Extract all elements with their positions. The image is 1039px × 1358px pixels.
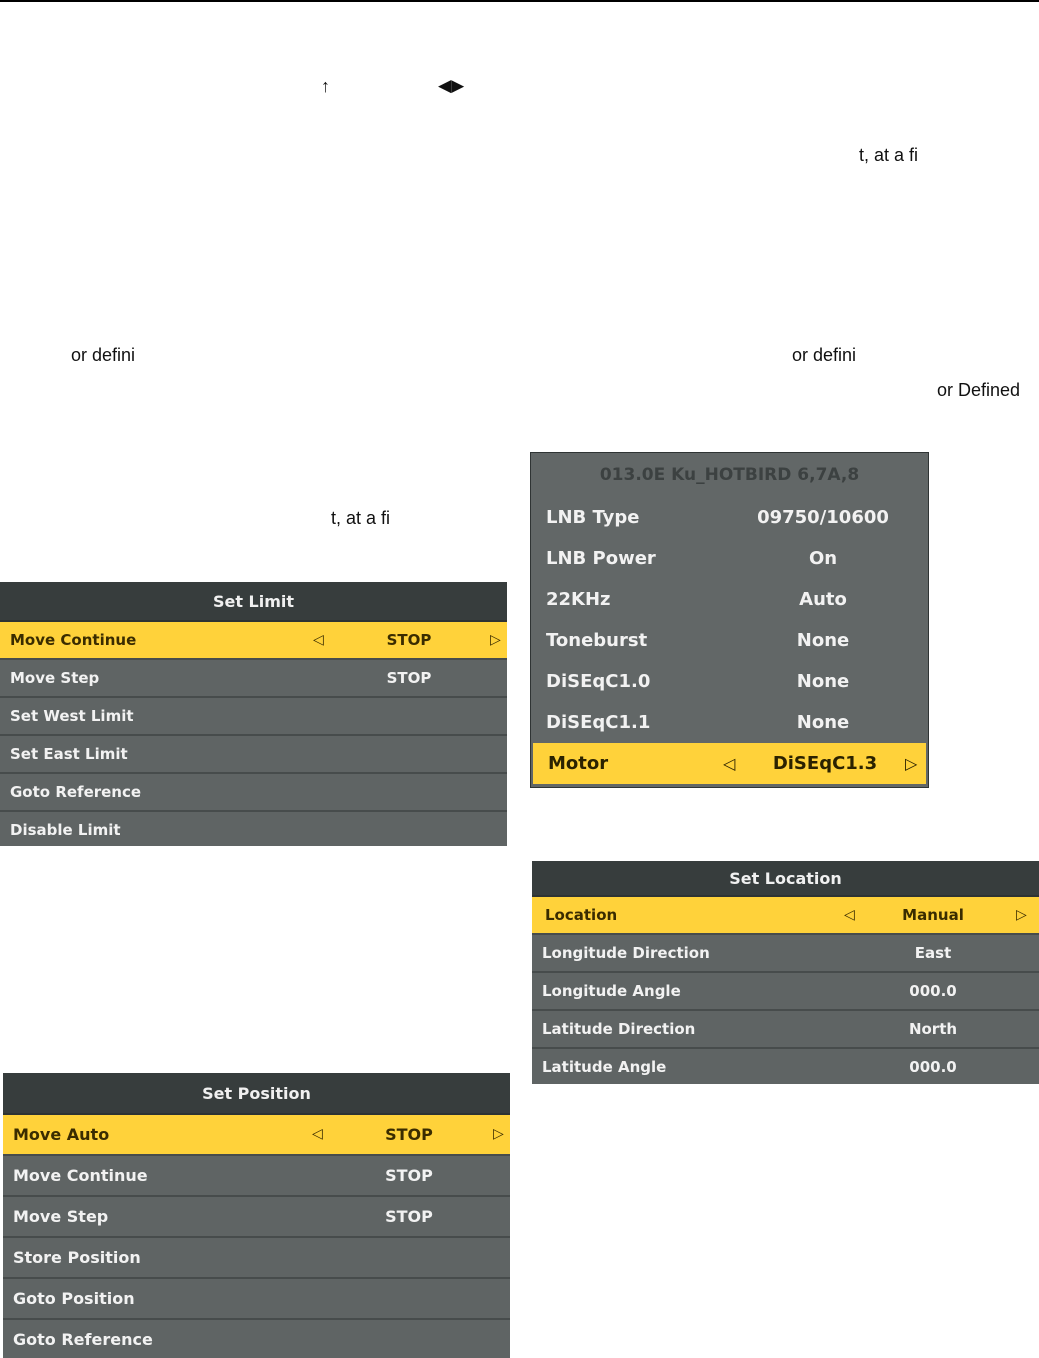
menu-title: Set Position [3,1073,510,1115]
menu-item-label: Goto Reference [13,1330,153,1349]
menu-item-lnb-type[interactable] [531,497,928,538]
menu-item-label: Longitude Angle [542,982,681,1000]
menu-title: Set Limit [0,582,507,622]
menu-item-value: DiSEqC1.3 [772,753,878,774]
menu-item-move-step[interactable] [3,1197,510,1238]
left-right-arrows-icon: ◀▶ [438,76,465,95]
arrow-right-icon[interactable]: ▷ [905,754,918,773]
menu-item-label: LNB Power [546,548,656,569]
menu-item-move-step[interactable] [0,660,507,698]
menu-item-value: STOP [385,1207,433,1226]
menu-item-label: Goto Position [13,1289,135,1308]
menu-item-value: STOP [386,669,432,687]
menu-item-label: 22KHz [546,589,611,610]
menu-item-move-continue[interactable] [0,622,507,660]
arrow-left-icon[interactable]: ◁ [313,632,324,648]
arrow-left-icon[interactable]: ◁ [312,1126,323,1142]
menu-item-latitude-direction[interactable] [532,1011,1039,1049]
menu-item-label: Move Step [10,669,100,687]
menu-item-move-continue[interactable] [3,1156,510,1197]
menu-item-label: Store Position [13,1248,141,1267]
menu-item-value: Auto [799,589,847,610]
lnb-settings-menu [530,452,929,788]
menu-item-value: STOP [385,1125,433,1144]
menu-item-goto-reference[interactable] [3,1320,510,1358]
menu-item-value: 09750/10600 [757,507,889,528]
menu-item-disable-limit[interactable] [0,812,507,846]
menu-item-move-auto[interactable] [3,1115,510,1156]
menu-item-lnb-power[interactable] [531,538,928,579]
menu-item-diseqc10[interactable] [531,661,928,702]
arrow-left-icon[interactable]: ◁ [844,907,855,923]
menu-item-label: Latitude Direction [542,1020,696,1038]
top-rule [0,0,1039,2]
menu-item-set-west-limit[interactable] [0,698,507,736]
menu-item-label: Move Continue [13,1166,148,1185]
text-fragment: t, at a fi [331,508,391,528]
menu-item-latitude-angle[interactable] [532,1049,1039,1084]
menu-item-label: Latitude Angle [542,1058,667,1076]
menu-item-value: STOP [385,1166,433,1185]
menu-item-label: LNB Type [546,507,640,528]
menu-item-label: Location [545,906,618,924]
menu-item-longitude-direction[interactable] [532,935,1039,973]
menu-item-label: DiSEqC1.0 [546,671,651,692]
text-fragment: or defini [71,345,136,365]
menu-item-longitude-angle[interactable] [532,973,1039,1011]
menu-item-label: Move Step [13,1207,109,1226]
menu-item-motor[interactable] [533,743,926,784]
menu-item-label: Move Auto [13,1125,110,1144]
menu-item-label: Goto Reference [10,783,142,801]
menu-item-label: Set East Limit [10,745,128,763]
menu-item-value: None [796,671,850,692]
menu-item-value: STOP [386,631,432,649]
menu-item-label: DiSEqC1.1 [546,712,651,733]
up-arrow-icon: ↑ [321,76,330,96]
text-fragment: or Defined [937,380,1021,400]
menu-item-store-position[interactable] [3,1238,510,1279]
satellite-title: 013.0E Ku_HOTBIRD 6,7A,8 [531,453,928,497]
text-fragment: or defini [792,345,857,365]
menu-item-location[interactable] [532,897,1039,935]
menu-item-label: Motor [548,753,609,774]
menu-item-value: None [796,630,850,651]
menu-item-value: None [796,712,850,733]
menu-item-goto-reference[interactable] [0,774,507,812]
arrow-right-icon[interactable]: ▷ [493,1126,504,1142]
text-fragment: t, at a fi [859,145,919,165]
menu-item-value: East [914,944,952,962]
arrow-right-icon[interactable]: ▷ [1016,907,1027,923]
set-position-menu [3,1073,510,1358]
menu-item-label: Set West Limit [10,707,134,725]
menu-item-value: Manual [902,906,964,924]
menu-item-22khz[interactable] [531,579,928,620]
menu-item-value: 000.0 [909,982,957,1000]
menu-item-label: Longitude Direction [542,944,710,962]
menu-item-goto-position[interactable] [3,1279,510,1320]
arrow-left-icon[interactable]: ◁ [723,754,736,773]
set-location-menu [532,861,1039,1084]
menu-item-set-east-limit[interactable] [0,736,507,774]
menu-item-label: Disable Limit [10,821,121,839]
set-limit-menu [0,582,507,846]
menu-item-value: 000.0 [909,1058,957,1076]
menu-title: Set Location [532,861,1039,897]
menu-item-diseqc11[interactable] [531,702,928,743]
menu-item-value: On [808,548,838,569]
menu-item-toneburst[interactable] [531,620,928,661]
menu-item-label: Move Continue [10,631,137,649]
menu-item-label: Toneburst [546,630,648,651]
menu-item-value: North [908,1020,958,1038]
arrow-right-icon[interactable]: ▷ [490,632,501,648]
